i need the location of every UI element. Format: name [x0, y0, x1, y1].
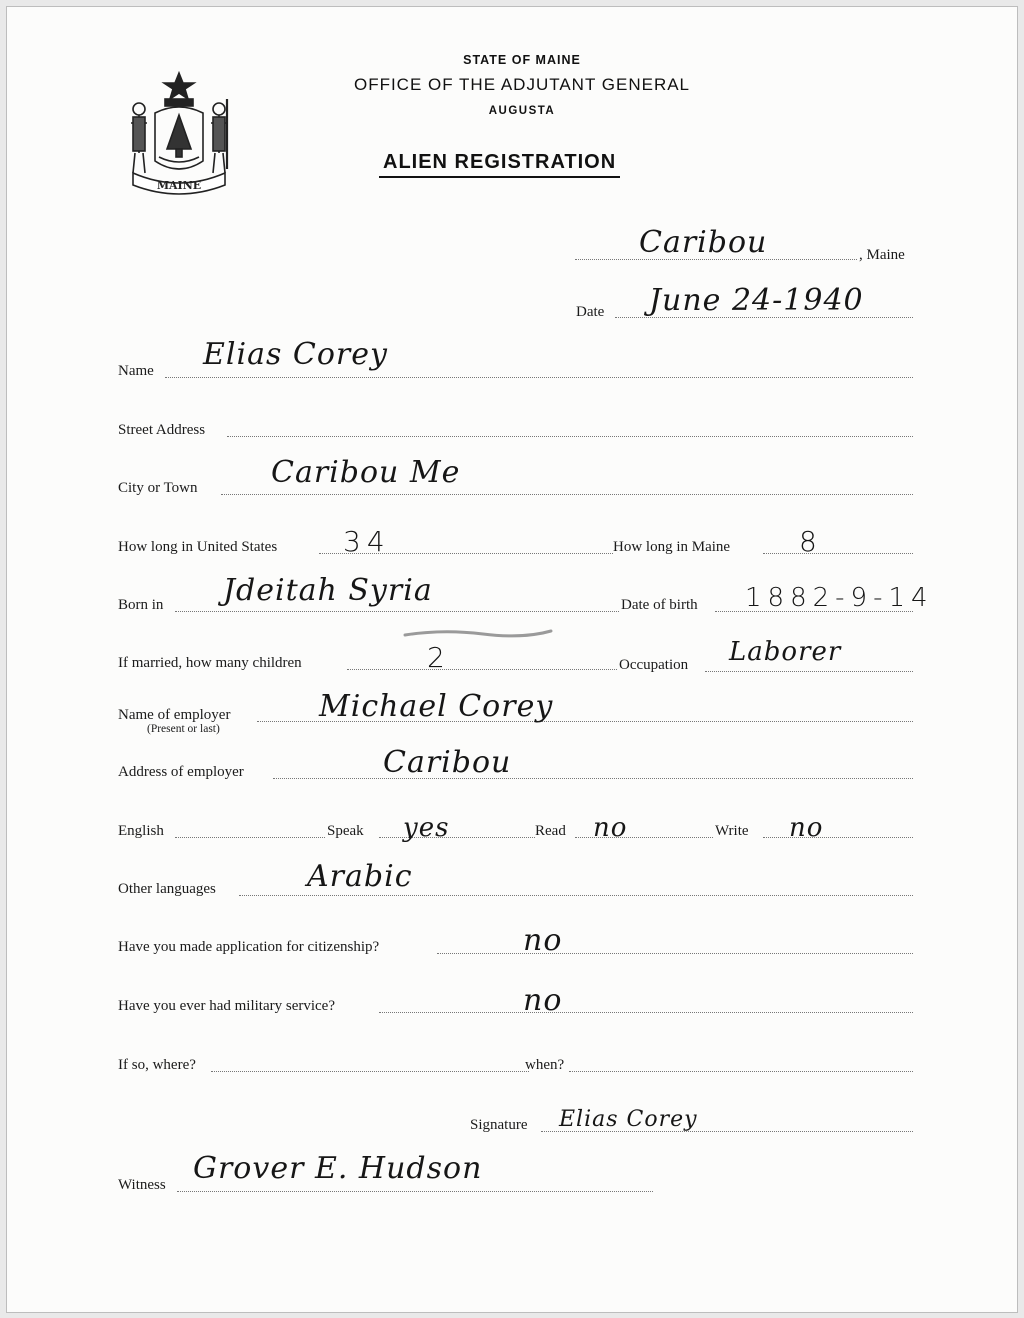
write-line — [763, 837, 913, 838]
city-value[interactable]: Caribou Me — [271, 455, 461, 490]
svg-text:MAINE: MAINE — [156, 179, 202, 192]
name-line — [165, 377, 913, 378]
signature-value[interactable]: Elias Corey — [559, 1107, 698, 1132]
military-label: Have you ever had military service? — [118, 998, 335, 1014]
date-of-birth-value[interactable]: 1882-9-14 — [745, 583, 934, 613]
signature-label: Signature — [470, 1117, 528, 1133]
children-value[interactable]: 2 — [427, 641, 451, 674]
when-label: when? — [525, 1057, 565, 1073]
write-value[interactable]: no — [789, 813, 824, 843]
english-line — [175, 837, 325, 838]
date-value[interactable]: June 24-1940 — [649, 283, 864, 318]
street-address-label: Street Address — [118, 422, 206, 438]
military-line — [379, 1012, 913, 1013]
header-city: AUGUSTA — [488, 105, 556, 117]
citizenship-label: Have you made application for citizenship? — [118, 939, 380, 955]
citizenship-value[interactable]: no — [523, 923, 563, 958]
occupation-label: Occupation — [619, 657, 689, 673]
how-long-us-label: How long in United States — [118, 539, 278, 555]
if-so-where-label: If so, where? — [118, 1057, 196, 1073]
city-label: City or Town — [118, 480, 198, 496]
occupation-line — [705, 671, 913, 672]
employer-name-sublabel: (Present or last) — [147, 723, 220, 735]
name-label: Name — [118, 363, 154, 379]
how-long-us-value[interactable]: 34 — [343, 525, 391, 558]
place-value[interactable]: Caribou — [639, 225, 768, 260]
citizenship-line — [437, 953, 913, 954]
born-in-label: Born in — [118, 597, 164, 613]
date-label: Date — [576, 304, 605, 320]
name-value[interactable]: Elias Corey — [203, 337, 388, 372]
date-of-birth-label: Date of birth — [621, 597, 698, 613]
speak-value[interactable]: yes — [403, 813, 450, 843]
write-label: Write — [715, 823, 749, 839]
street-address-line — [227, 436, 913, 437]
children-line — [347, 669, 617, 670]
pencil-underline-mark — [403, 625, 553, 641]
form-title: ALIEN REGISTRATION — [379, 151, 620, 178]
place-suffix: , Maine — [859, 247, 905, 263]
occupation-value[interactable]: Laborer — [729, 637, 842, 667]
witness-value[interactable]: Grover E. Hudson — [193, 1151, 483, 1186]
other-languages-label: Other languages — [118, 881, 216, 897]
other-languages-value[interactable]: Arabic — [307, 859, 413, 894]
military-value[interactable]: no — [523, 983, 563, 1018]
employer-address-line — [273, 778, 913, 779]
if-so-where-line — [211, 1071, 529, 1072]
how-long-maine-line — [763, 553, 913, 554]
read-label: Read — [535, 823, 566, 839]
when-line — [569, 1071, 913, 1072]
employer-address-label: Address of employer — [118, 764, 244, 780]
english-label: English — [118, 823, 164, 839]
born-in-value[interactable]: Jdeitah Syria — [223, 573, 433, 608]
maine-state-seal-icon — [125, 69, 233, 201]
employer-name-label: Name of employer — [118, 707, 231, 723]
city-line — [221, 494, 913, 495]
employer-address-value[interactable]: Caribou — [383, 745, 512, 780]
witness-line — [177, 1191, 653, 1192]
read-value[interactable]: no — [593, 813, 628, 843]
children-label: If married, how many children — [118, 655, 302, 671]
how-long-maine-value[interactable]: 8 — [799, 525, 823, 558]
employer-name-value[interactable]: Michael Corey — [319, 689, 554, 724]
header-state: STATE OF MAINE — [463, 53, 581, 67]
other-languages-line — [239, 895, 913, 896]
header-office: OFFICE OF THE ADJUTANT GENERAL — [353, 75, 691, 94]
witness-label: Witness — [118, 1177, 166, 1193]
born-in-line — [175, 611, 619, 612]
how-long-maine-label: How long in Maine — [613, 539, 731, 555]
registration-form — [6, 6, 1018, 1313]
speak-label: Speak — [327, 823, 364, 839]
